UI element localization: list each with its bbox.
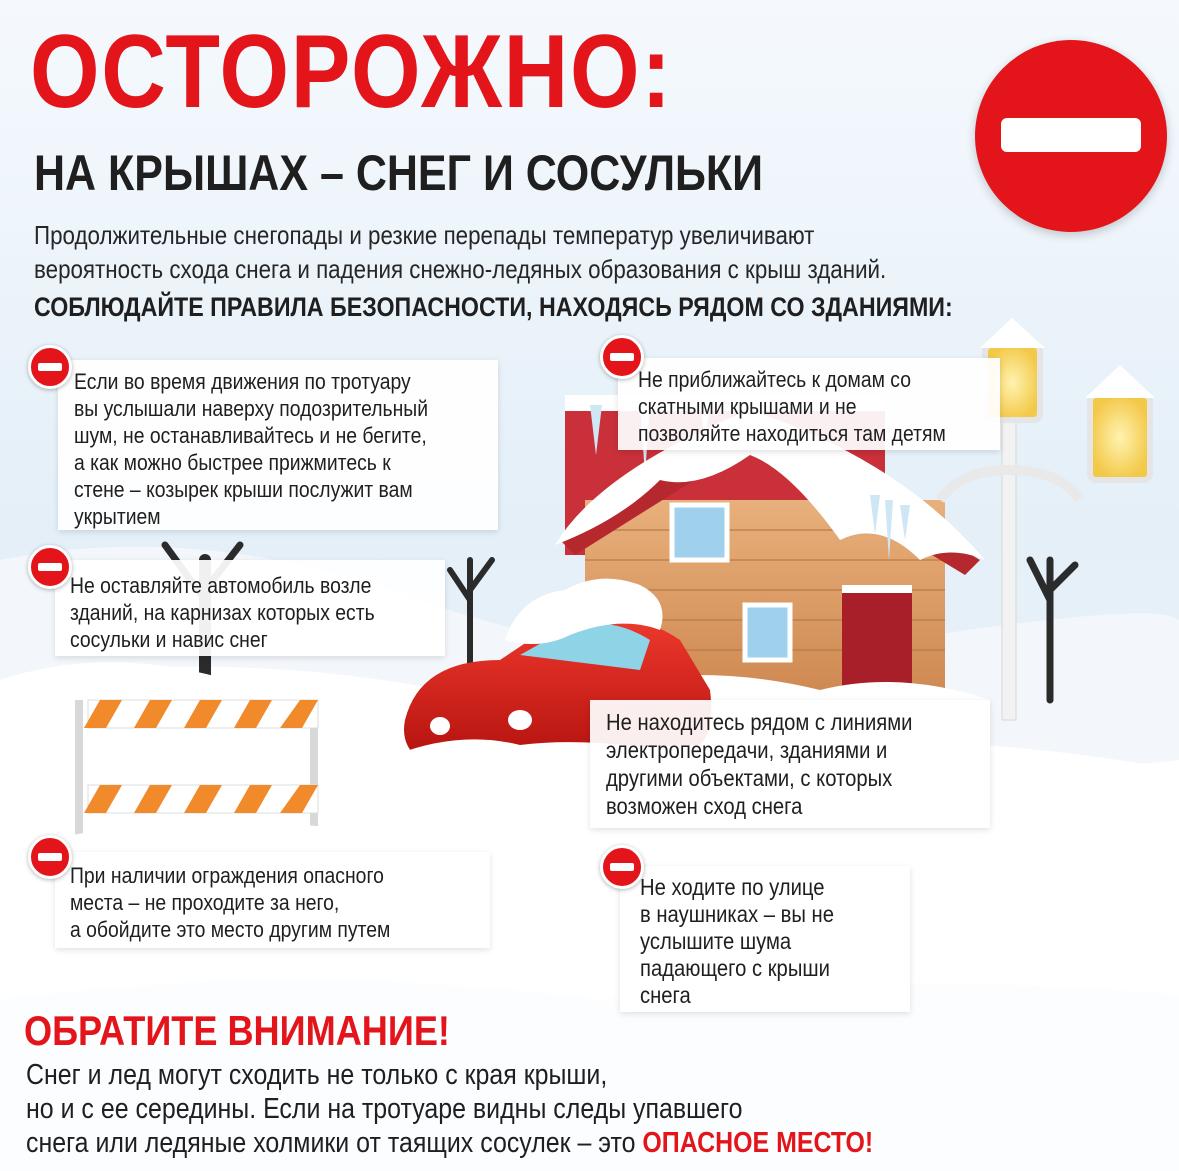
no-entry-sign-icon	[975, 40, 1167, 232]
rules-heading: СОБЛЮДАЙТЕ ПРАВИЛА БЕЗОПАСНОСТИ, НАХОДЯСЬ РЯДОМ СО ЗДАНИЯМИ:	[34, 292, 953, 322]
rule-2-text: Не приближайтесь к домам со скатными крышами и не позволяйте находиться там детям	[638, 367, 946, 446]
attention-line-2: но и с ее середины. Если на тротуаре видны следы упавшего	[26, 1093, 743, 1125]
attention-line-1: Снег и лед могут сходить не только с края крыши,	[26, 1059, 608, 1091]
page-title: ОСТОРОЖНО:	[30, 14, 673, 130]
page-subtitle: НА КРЫШАХ – СНЕГ И СОСУЛЬКИ	[34, 145, 764, 201]
intro-text	[34, 218, 1161, 286]
rule-1-text: Если во время движения по тротуару вы услышали наверху подозрительный шум, не останавливайтесь и не бегите, а как можно быстрее прижмитесь к стене – козырек крыши послужит вам укрытием	[74, 369, 429, 529]
no-entry-bullet-icon	[600, 845, 644, 889]
attention-text	[26, 1058, 1015, 1160]
attention-line-3: снега или ледяные холмики от таящих сосулек – это ОПАСНОЕ МЕСТО!	[26, 1127, 874, 1159]
attention-heading: ОБРАТИТЕ ВНИМАНИЕ!	[24, 1007, 450, 1054]
rule-4-text: Не находитесь рядом с линиями электропередачи, зданиями и другими объектами, с которых возможен сход снега	[606, 709, 913, 819]
no-entry-bullet-icon	[28, 835, 72, 879]
danger-label: ОПАСНОЕ МЕСТО!	[642, 1127, 874, 1159]
no-entry-bullet-icon	[28, 545, 72, 589]
intro-line-1: Продолжительные снегопады и резкие перепады температур увеличивают	[34, 220, 815, 250]
rule-6-text: Не ходите по улице в наушниках – вы не услышите шума падающего с крыши снега	[640, 874, 834, 1008]
intro-line-2: вероятность схода снега и падения снежно-ледяных образования с крыш зданий.	[34, 254, 887, 284]
rule-3-text: Не оставляйте автомобиль возле зданий, на карнизах которых есть сосульки и навис снег	[70, 573, 375, 652]
rule-5-text: При наличии ограждения опасного места – не проходите за него, а обойдите это место другим путем	[70, 863, 391, 942]
no-entry-bullet-icon	[28, 345, 72, 389]
